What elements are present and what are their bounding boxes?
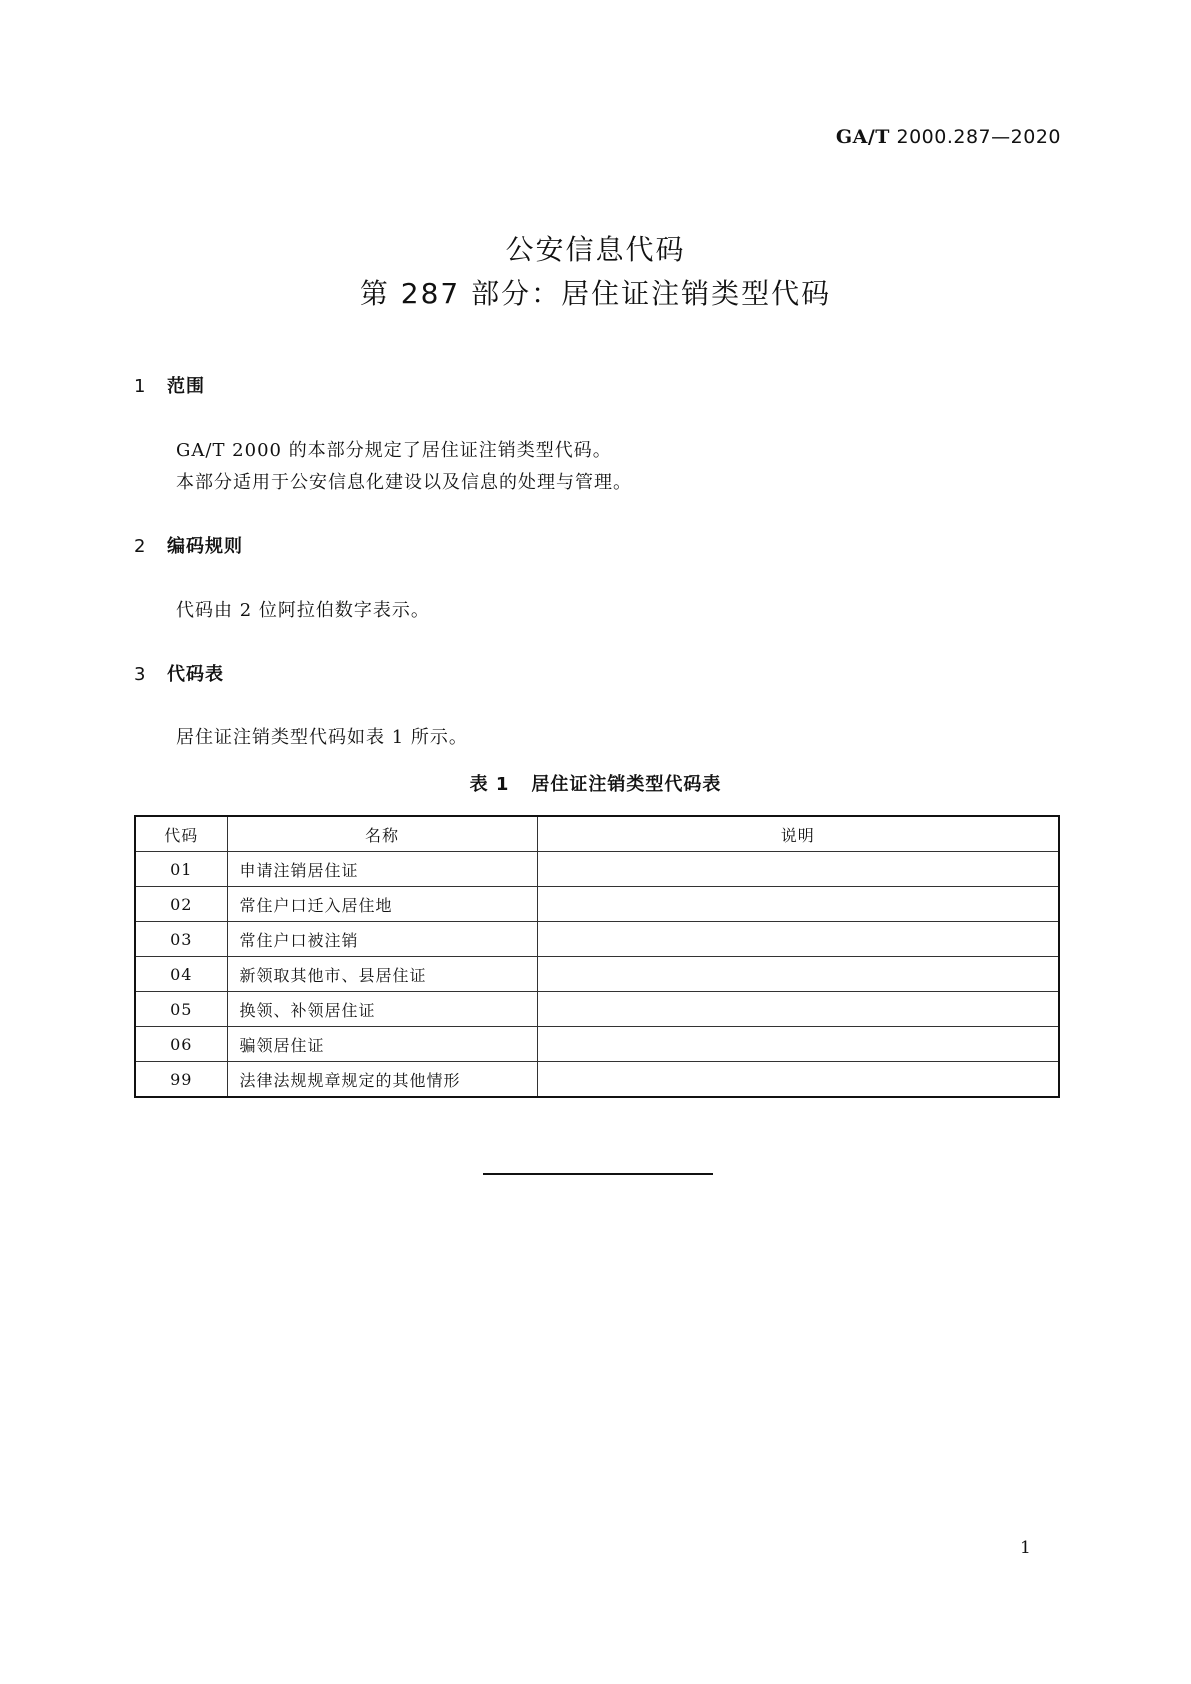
cell-code: 99 (135, 1062, 227, 1098)
table-row (135, 887, 1059, 922)
table-caption-title: 居住证注销类型代码表 (531, 774, 722, 795)
cell-name: 申请注销居住证 (227, 852, 537, 887)
cell-code: 05 (135, 992, 227, 1027)
table-row (135, 1027, 1059, 1062)
document-title-part: 第 287 部分：居住证注销类型代码 (359, 277, 832, 310)
table-row (135, 922, 1059, 957)
section-number: 1 (134, 376, 146, 397)
cell-name: 换领、补领居住证 (227, 992, 537, 1027)
code-table (134, 815, 1060, 1098)
section-1-heading (134, 372, 205, 398)
cell-note (537, 957, 1059, 992)
end-of-document-rule (483, 1173, 713, 1175)
section-title: 编码规则 (167, 536, 243, 557)
standard-number (836, 126, 1061, 148)
section-title: 范围 (167, 376, 205, 397)
cell-note (537, 922, 1059, 957)
cell-name: 新领取其他市、县居住证 (227, 957, 537, 992)
cell-code: 02 (135, 887, 227, 922)
section-1-paragraph-1: GA/T 2000 的本部分规定了居住证注销类型代码。 (176, 440, 612, 461)
cell-note (537, 1027, 1059, 1062)
table-row (135, 992, 1059, 1027)
table-caption-number: 表 1 (469, 774, 510, 795)
table-row (135, 957, 1059, 992)
section-1-paragraph-2: 本部分适用于公安信息化建设以及信息的处理与管理。 (176, 472, 632, 493)
cell-note (537, 887, 1059, 922)
table-caption (0, 770, 1191, 796)
section-3-heading (134, 660, 224, 686)
section-title: 代码表 (167, 664, 224, 685)
table-header-row (135, 816, 1059, 852)
cell-note (537, 992, 1059, 1027)
table-row (135, 852, 1059, 887)
cell-code: 06 (135, 1027, 227, 1062)
section-2-heading (134, 532, 243, 558)
standard-code: 2000.287—2020 (896, 126, 1061, 148)
cell-name: 常住户口迁入居住地 (227, 887, 537, 922)
column-header-note: 说明 (537, 816, 1059, 852)
table-row (135, 1062, 1059, 1098)
page-number: 1 (1020, 1538, 1031, 1558)
cell-code: 03 (135, 922, 227, 957)
cell-name: 骗领居住证 (227, 1027, 537, 1062)
document-title-main: 公安信息代码 (505, 233, 686, 266)
cell-note (537, 1062, 1059, 1098)
column-header-name: 名称 (227, 816, 537, 852)
cell-name: 常住户口被注销 (227, 922, 537, 957)
section-number: 3 (134, 664, 146, 685)
cell-code: 01 (135, 852, 227, 887)
standard-prefix: GA/T (835, 126, 890, 148)
cell-note (537, 852, 1059, 887)
cell-name: 法律法规规章规定的其他情形 (227, 1062, 537, 1098)
section-3-paragraph-1: 居住证注销类型代码如表 1 所示。 (176, 727, 468, 748)
cell-code: 04 (135, 957, 227, 992)
section-number: 2 (134, 536, 146, 557)
section-2-paragraph-1: 代码由 2 位阿拉伯数字表示。 (176, 600, 430, 621)
column-header-code: 代码 (135, 816, 227, 852)
